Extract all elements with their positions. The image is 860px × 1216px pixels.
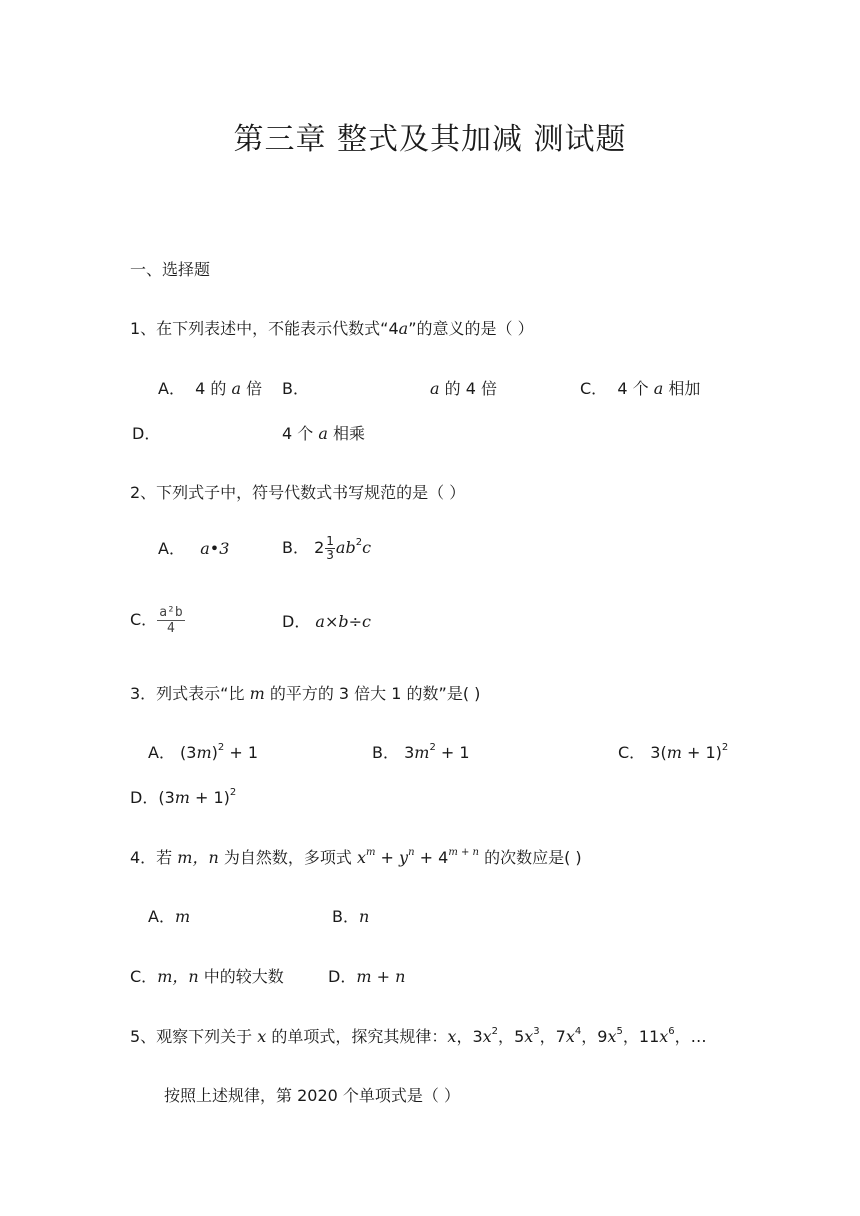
q2-b-var2: c [362,538,372,557]
q2-b-whole: 2 [314,538,325,557]
q2-option-a[interactable] [158,538,229,560]
q1-stem-post: ”的意义的是（ ） [408,319,534,338]
q3-b-post: + 1 [435,743,470,762]
q5-monomial-sequence [447,1027,690,1046]
q1-c-label: C． [580,379,608,398]
q3-d-label: D． [130,788,159,807]
q2-b-exp: 2 [355,537,363,548]
q3-b-pre: 3 [404,743,415,762]
q5-term-var: x [482,1027,492,1046]
q5-term [556,1027,582,1046]
q2-c-numerator: a²b [159,605,183,620]
q4-option-a[interactable] [148,906,190,928]
q1-d-post: 相乘 [327,424,365,443]
q2-b-numerator: 1 [326,534,334,548]
q4-stem-vars: m，n [177,848,219,867]
q5-stem-mid: 的单项式，探究其规律： [266,1027,448,1046]
q5-term-var: x [447,1027,457,1046]
q5-term [597,1027,623,1046]
q1-option-b[interactable] [430,378,497,400]
q2-d-label: D． [282,612,311,631]
q4-option-b[interactable] [332,906,369,928]
q1-d-pre: 4 个 [282,424,319,443]
q4-a-label: A． [148,907,175,926]
q3-c-var: m [666,743,682,762]
q5-term-coef: 3 [472,1027,483,1046]
q3-option-a[interactable] [148,742,258,764]
q4-poly-y: y [399,848,409,867]
q5-term [639,1027,675,1046]
q3-c-label: C． [618,743,646,762]
q2-b-fraction [325,535,335,562]
section-heading: 一、选择题 [130,260,211,279]
q3-b-exp: 2 [429,742,436,753]
q3-option-b[interactable] [372,742,470,764]
q3-c-exp: 2 [721,742,729,753]
q5-ellipsis: … [690,1027,707,1046]
question-5-line2: 按照上述规律，第 2020 个单项式是（ ） [164,1086,460,1105]
question-2-stem: 2、下列式子中，符号代数式书写规范的是（ ） [130,483,466,502]
q4-poly-x: x [356,848,366,867]
q3-a-exp: 2 [217,742,225,753]
q3-a-mid: ) [211,743,218,762]
q5-term-var: x [565,1027,575,1046]
question-5-stem [130,1026,707,1048]
q4-stem-pre: 4．若 [130,848,178,867]
q4-poly-x-exp: m [365,847,376,858]
q3-stem-var: m [249,684,265,703]
q5-term-exp: 6 [668,1026,675,1037]
q1-stem-var: a [398,319,409,338]
page-title: 第三章 整式及其加减 测试题 [233,122,627,157]
q4-b-label: B． [332,907,359,926]
q3-b-var: m [414,743,430,762]
q1-b-var: a [430,379,440,398]
q3-a-post: + 1 [224,743,259,762]
q3-d-var: m [174,788,190,807]
q1-option-a[interactable] [158,378,262,400]
q4-a-expr: m [174,907,191,926]
q1-option-c[interactable] [580,378,700,400]
q5-term [472,1027,498,1046]
q4-stem-mid: 为自然数，多项式 [218,848,357,867]
q4-d-expr: m + n [356,967,406,986]
q4-option-d[interactable] [328,966,405,988]
q2-option-c[interactable] [130,598,185,642]
q5-term-separator: ， [539,1027,556,1046]
q2-c-denominator: 4 [167,621,175,636]
q5-term-var: x [659,1027,669,1046]
q2-option-d[interactable] [282,611,371,633]
q3-d-exp: 2 [229,787,237,798]
q5-term-exp: 2 [491,1026,499,1037]
q5-stem-pre: 5、观察下列关于 [130,1027,258,1046]
q3-a-var: m [196,743,212,762]
q1-a-var: a [231,379,242,398]
q1-a-pre: 4 的 [195,379,232,398]
q3-a-pre: (3 [180,743,197,762]
q3-d-mid: + 1) [189,788,230,807]
q3-a-label: A． [148,743,175,762]
q4-b-expr: n [358,907,370,926]
q3-c-pre: 3( [650,743,667,762]
q1-c-post: 相加 [663,379,701,398]
q2-d-expr: a×b÷c [315,612,371,631]
q5-term-coef: 9 [597,1027,608,1046]
q1-option-b-label[interactable]: B． [282,379,309,398]
q4-c-post: 中的较大数 [198,967,284,986]
q3-stem-post: 的平方的 3 倍大 1 的数”是( ) [264,684,481,703]
q2-c-fraction-image [157,605,184,636]
q5-term-coef: 5 [514,1027,525,1046]
q2-option-b[interactable] [282,530,371,566]
q5-term-exp: 3 [533,1026,540,1037]
q4-c-label: C． [130,967,158,986]
q5-term [514,1027,540,1046]
question-4-stem [130,847,582,869]
q5-term-var: x [524,1027,534,1046]
q3-d-pre: (3 [158,788,175,807]
q5-term-coef: 7 [555,1027,566,1046]
q1-c-var: a [653,379,664,398]
q4-poly-plus1: + [375,848,400,867]
q5-term-coef: 11 [638,1027,660,1046]
q2-a-expr: a•3 [200,539,230,558]
q1-option-d[interactable] [282,423,365,445]
q1-a-label: A． [158,379,185,398]
q4-d-label: D． [328,967,357,986]
q5-term-var: x [607,1027,617,1046]
q1-b-post: 的 4 倍 [439,379,497,398]
q4-option-c[interactable] [130,966,284,988]
q4-poly-plus2: + 4 [414,848,449,867]
q2-b-denominator: 3 [326,548,334,562]
q1-stem-pre: 1、在下列表述中，不能表示代数式“4 [130,319,399,338]
q1-c-pre: 4 个 [617,379,654,398]
q5-term-separator: ， [456,1027,473,1046]
q5-term-separator: ， [498,1027,515,1046]
q5-term-separator: ， [581,1027,598,1046]
q2-b-label: B． [282,538,309,557]
question-1-stem [130,318,534,340]
q3-c-mid: + 1) [681,743,722,762]
q5-term-separator: ， [674,1027,691,1046]
q2-b-var1: ab [335,538,356,557]
q2-c-label: C． [130,610,158,629]
q4-poly-y-exp: n [408,847,415,858]
q5-stem-var: x [257,1027,267,1046]
q3-stem-pre: 3．列式表示“比 [130,684,250,703]
q5-term-exp: 4 [574,1026,582,1037]
q5-term-exp: 5 [616,1026,623,1037]
question-3-stem [130,683,480,705]
q3-option-d[interactable] [130,787,236,809]
q1-a-post: 倍 [241,379,263,398]
q3-option-c[interactable] [618,742,728,764]
q4-c-vars: m，n [157,967,199,986]
q5-term-separator: ， [622,1027,639,1046]
q4-poly-4-exp: m + n [448,847,479,858]
q3-b-label: B． [372,743,399,762]
q4-stem-post: 的次数应是( ) [478,848,582,867]
q2-a-label: A． [158,539,185,558]
q1-option-d-label[interactable]: D． [132,424,161,443]
q1-d-var: a [318,424,328,443]
